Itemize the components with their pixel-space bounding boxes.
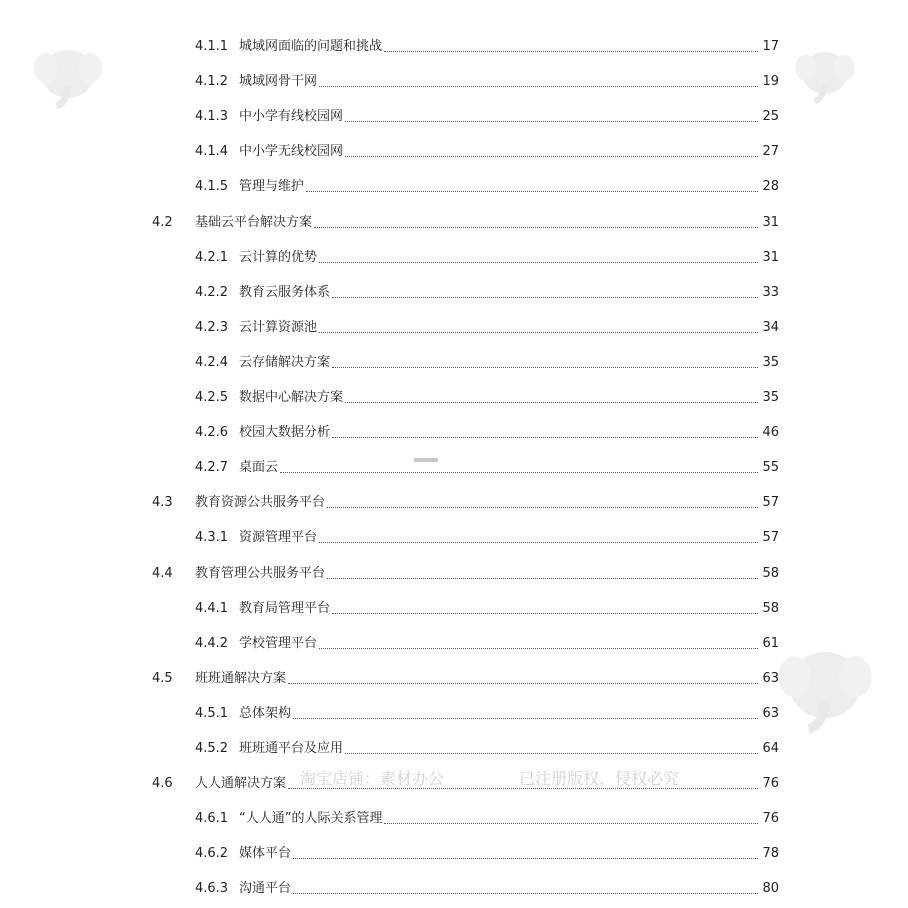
- toc-entry-title-line: [195, 669, 758, 689]
- toc-entry-page: 31: [762, 215, 779, 230]
- toc-entry-number: 4.5.1: [195, 706, 229, 721]
- toc-entry-number: 4.2.7: [195, 460, 229, 475]
- toc-entry-number: 4.4.1: [195, 601, 229, 616]
- toc-entry-title-line: [239, 177, 758, 197]
- toc-entry-title-line: [195, 564, 758, 584]
- toc-entry-title: 数据中心解决方案: [239, 390, 344, 405]
- toc-entry-page: 76: [762, 776, 779, 791]
- toc-entry-page: 61: [762, 636, 779, 651]
- toc-entry-page: 57: [762, 530, 779, 545]
- toc-entry[interactable]: [0, 599, 908, 619]
- toc-entry-page: 78: [762, 846, 779, 861]
- toc-entry-title-line: [239, 528, 758, 548]
- toc-entry[interactable]: [0, 493, 908, 513]
- toc-entry-page: 64: [762, 741, 779, 756]
- toc-entry[interactable]: [0, 388, 908, 408]
- toc-entry[interactable]: [0, 739, 908, 759]
- watermark-shop: 淘宝店铺：素材办公: [300, 769, 445, 788]
- toc-entry-number: 4.3.1: [195, 530, 229, 545]
- toc-entry-title: 资源管理平台: [239, 530, 318, 545]
- toc-entry-title: 沟通平台: [239, 881, 292, 896]
- dot-leader: [293, 892, 758, 894]
- dot-leader: [288, 682, 758, 684]
- dot-leader: [332, 296, 758, 298]
- dot-leader: [293, 857, 758, 859]
- toc-entry-title-line: [239, 599, 758, 619]
- toc-entry-title: 云存储解决方案: [239, 355, 331, 370]
- toc-entry-title: 学校管理平台: [239, 636, 318, 651]
- toc-entry-number: 4.1.5: [195, 179, 229, 194]
- toc-entry[interactable]: [0, 353, 908, 373]
- toc-entry[interactable]: [0, 844, 908, 864]
- dot-leader: [345, 120, 758, 122]
- toc-entry-number: 4.5: [152, 671, 173, 686]
- dot-leader: [345, 401, 758, 403]
- dot-leader: [327, 506, 758, 508]
- toc-entry-title-line: [239, 739, 758, 759]
- toc-entry[interactable]: [0, 564, 908, 584]
- toc-entry-title-line: [239, 844, 758, 864]
- toc-entry-title-line: [239, 423, 758, 443]
- toc-entry[interactable]: [0, 142, 908, 162]
- toc-entry[interactable]: [0, 107, 908, 127]
- toc-entry[interactable]: [0, 634, 908, 654]
- toc-entry-page: 55: [762, 460, 779, 475]
- toc-entry-title: 中小学有线校园网: [239, 109, 344, 124]
- toc-entry-title: 城域网骨干网: [239, 74, 318, 89]
- toc-entry-page: 57: [762, 495, 779, 510]
- dot-leader: [327, 577, 758, 579]
- toc-entry-title-line: [239, 37, 758, 57]
- toc-entry-page: 31: [762, 250, 779, 265]
- toc-entry-number: 4.2.1: [195, 250, 229, 265]
- toc-entry-title: 基础云平台解决方案: [195, 215, 313, 230]
- toc-entry-title: 云计算的优势: [239, 250, 318, 265]
- toc-entry-page: 35: [762, 390, 779, 405]
- toc-entry-number: 4.3: [152, 495, 173, 510]
- toc-entry-title: 班班通平台及应用: [239, 741, 344, 756]
- dot-leader: [293, 717, 758, 719]
- toc-entry-number: 4.2.4: [195, 355, 229, 370]
- toc-entry-page: 17: [762, 39, 779, 54]
- toc-entry-title-line: [239, 809, 758, 829]
- toc-entry-page: 34: [762, 320, 779, 335]
- toc-entry-title: 管理与维护: [239, 179, 305, 194]
- toc-entry[interactable]: [0, 248, 908, 268]
- toc-entry[interactable]: [0, 283, 908, 303]
- toc-entry-page: 63: [762, 706, 779, 721]
- toc-entry-page: 58: [762, 566, 779, 581]
- toc-entry-number: 4.2: [152, 215, 173, 230]
- toc-entry-title-line: [239, 388, 758, 408]
- toc-entry-title: 校园大数据分析: [239, 425, 331, 440]
- toc-entry-title-line: [195, 493, 758, 513]
- toc-entry-title: 中小学无线校园网: [239, 144, 344, 159]
- toc-entry-title: 人人通解决方案: [195, 776, 287, 791]
- dot-leader: [280, 471, 758, 473]
- toc-entry-number: 4.6.2: [195, 846, 229, 861]
- toc-entry-title-line: [239, 879, 758, 899]
- toc-entry[interactable]: [0, 213, 908, 233]
- toc-entry-title-line: [239, 283, 758, 303]
- toc-entry-number: 4.4.2: [195, 636, 229, 651]
- dot-leader: [384, 50, 758, 52]
- toc-entry-number: 4.2.6: [195, 425, 229, 440]
- toc-entry[interactable]: [0, 72, 908, 92]
- toc-entry-number: 4.1.3: [195, 109, 229, 124]
- toc-entry-page: 19: [762, 74, 779, 89]
- toc-entry-number: 4.5.2: [195, 741, 229, 756]
- toc-entry-page: 58: [762, 601, 779, 616]
- dot-leader: [319, 261, 758, 263]
- toc-entry-number: 4.6: [152, 776, 173, 791]
- toc-entry-page: 33: [762, 285, 779, 300]
- toc-entry-title-line: [195, 213, 758, 233]
- toc-entry-title: 城域网面临的问题和挑战: [239, 39, 383, 54]
- toc-entry[interactable]: [0, 318, 908, 338]
- watermark-copyright: 已注册版权，侵权必究: [519, 769, 680, 788]
- toc-entry-title-line: [239, 318, 758, 338]
- toc-entry-title-line: [239, 704, 758, 724]
- toc-entry-page: 46: [762, 425, 779, 440]
- dot-leader: [384, 822, 758, 824]
- toc-entry-title: 教育管理公共服务平台: [195, 566, 326, 581]
- toc-entry[interactable]: [0, 669, 908, 689]
- toc-entry-title: “人人通”的人际关系管理: [239, 811, 383, 826]
- toc-entry-title-line: [239, 72, 758, 92]
- toc-entry-title: 教育局管理平台: [239, 601, 331, 616]
- toc-entry[interactable]: [0, 879, 908, 899]
- toc-entry-page: 28: [762, 179, 779, 194]
- toc-entry-title: 教育资源公共服务平台: [195, 495, 326, 510]
- toc-entry-page: 76: [762, 811, 779, 826]
- toc-entry[interactable]: [0, 177, 908, 197]
- toc-entry[interactable]: [0, 37, 908, 57]
- toc-entry-page: 80: [762, 881, 779, 896]
- dot-leader: [319, 541, 758, 543]
- toc-entry-number: 4.2.2: [195, 285, 229, 300]
- toc-entry-title: 媒体平台: [239, 846, 292, 861]
- toc-entry-number: 4.1.2: [195, 74, 229, 89]
- watermark-text: [300, 766, 749, 789]
- toc-entry-page: 63: [762, 671, 779, 686]
- toc-entry-title: 云计算资源池: [239, 320, 318, 335]
- toc-entry-title-line: [239, 248, 758, 268]
- toc-entry-page: 25: [762, 109, 779, 124]
- toc-entry-number: 4.6.3: [195, 881, 229, 896]
- dot-leader: [345, 752, 758, 754]
- toc-entry-number: 4.6.1: [195, 811, 229, 826]
- toc-entry-title-line: [239, 142, 758, 162]
- dot-leader: [332, 612, 758, 614]
- toc-entry-number: 4.4: [152, 566, 173, 581]
- toc-entry[interactable]: [0, 809, 908, 829]
- dot-leader: [319, 647, 758, 649]
- toc-entry-title: 班班通解决方案: [195, 671, 287, 686]
- toc-entry-title-line: [239, 634, 758, 654]
- dot-leader: [332, 436, 758, 438]
- toc-entry[interactable]: [0, 458, 908, 478]
- dot-leader: [319, 85, 758, 87]
- toc-entry-page: 35: [762, 355, 779, 370]
- dot-leader: [314, 226, 758, 228]
- toc-entry-number: 4.2.3: [195, 320, 229, 335]
- toc-entry-title: 教育云服务体系: [239, 285, 331, 300]
- toc-entry-page: 27: [762, 144, 779, 159]
- dot-leader: [306, 190, 758, 192]
- dot-leader: [345, 155, 758, 157]
- toc-entry[interactable]: [0, 423, 908, 443]
- toc-entry[interactable]: [0, 704, 908, 724]
- toc-entry-title: 总体架构: [239, 706, 292, 721]
- toc-entry-number: 4.1.1: [195, 39, 229, 54]
- dot-leader: [332, 366, 758, 368]
- dot-leader: [319, 331, 758, 333]
- toc-entry-title-line: [239, 458, 758, 478]
- toc-entry-number: 4.1.4: [195, 144, 229, 159]
- toc-entry-title-line: [239, 353, 758, 373]
- toc-entry-title: 桌面云: [239, 460, 279, 475]
- toc-entry-number: 4.2.5: [195, 390, 229, 405]
- toc-entry-title-line: [239, 107, 758, 127]
- toc-entry[interactable]: [0, 528, 908, 548]
